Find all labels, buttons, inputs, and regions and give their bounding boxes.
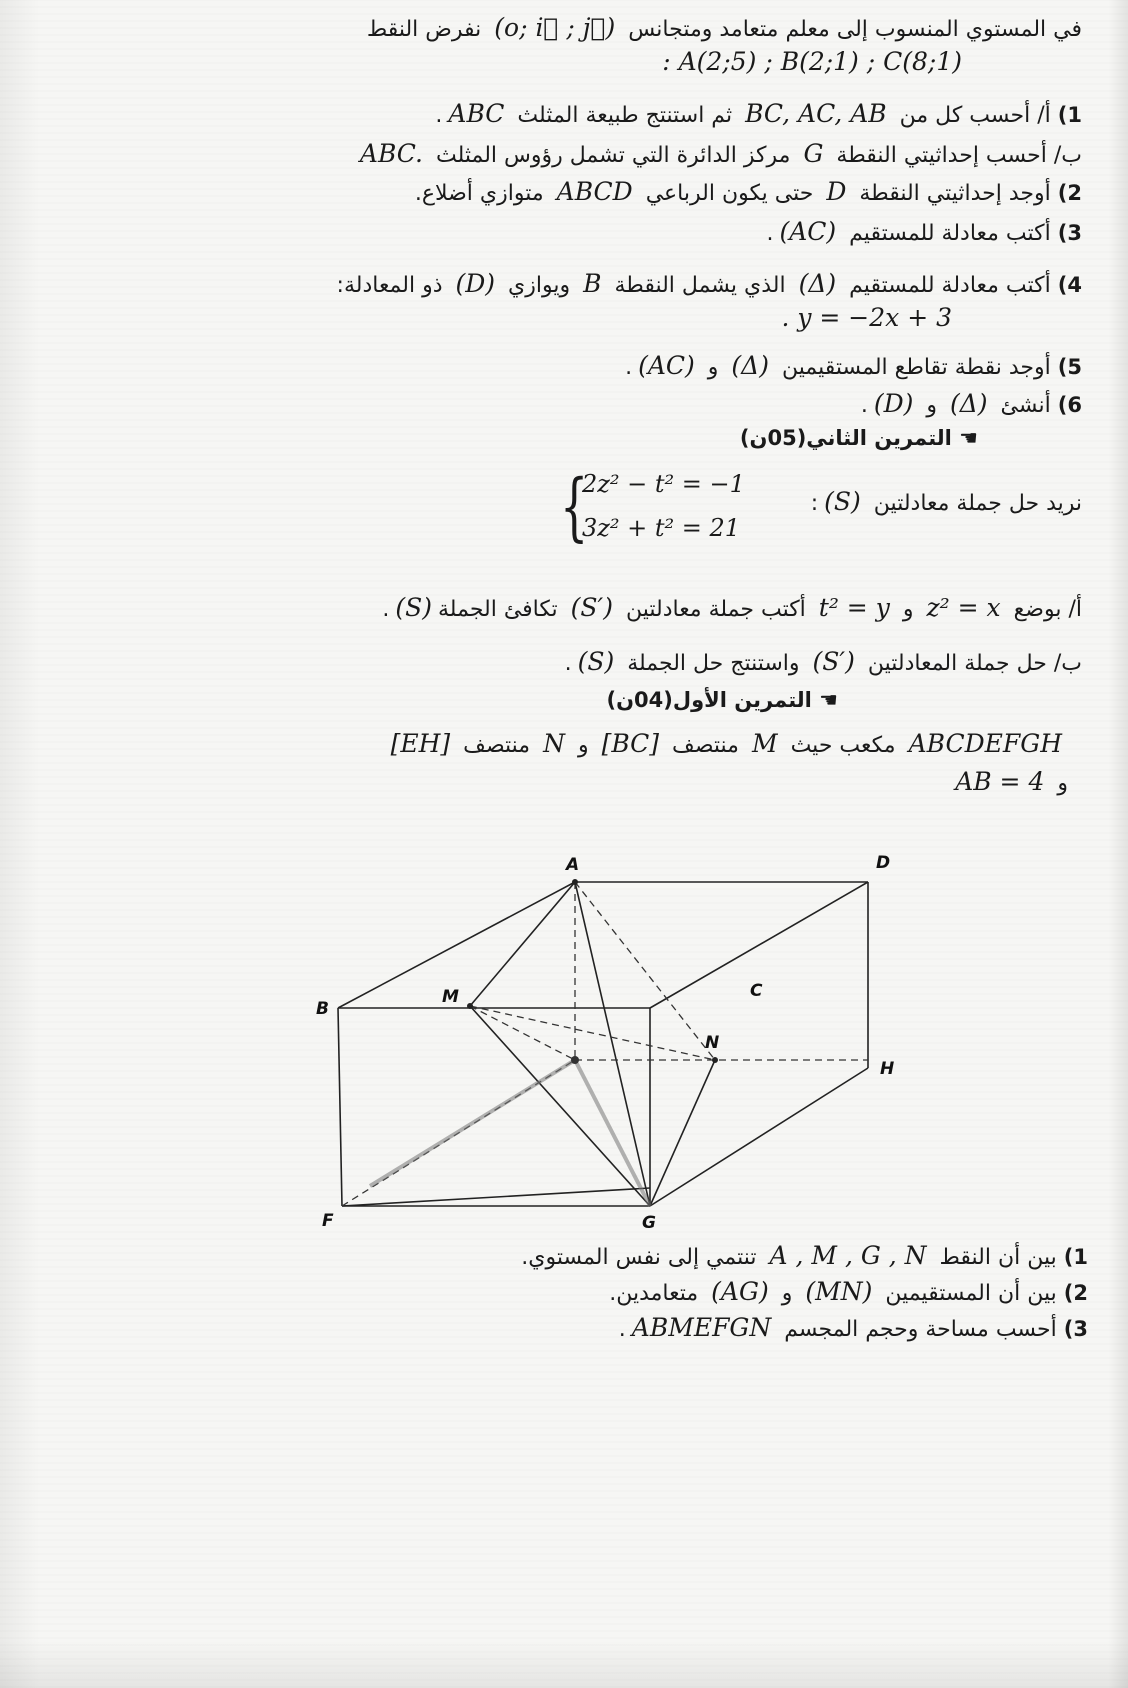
- point-a-marker: [572, 879, 578, 885]
- label-a: A: [566, 855, 580, 875]
- question-6: 6) أنشئ (Δ) و (D).: [860, 389, 1082, 418]
- question-5: 5) أوجد نقطة تقاطع المستقيمين (Δ) و (AC).: [625, 351, 1082, 380]
- equation-1: 2z² − t² = −1: [582, 470, 745, 498]
- label-c: C: [750, 981, 763, 1001]
- equation-system: [560, 464, 750, 554]
- cube-diagram: [316, 848, 920, 1233]
- page-bottom-shadow: [0, 1640, 1128, 1688]
- ex1-question-3: 3) أحسب مساحة وحجم المجسم ABMEFGN.: [618, 1313, 1088, 1342]
- edge-gh: [650, 1068, 868, 1206]
- edge-bf: [338, 1008, 342, 1206]
- edge-fg-inner: [342, 1188, 650, 1206]
- question-4-equation: . y = −2x + 3: [781, 303, 952, 332]
- points-line: : A(2;5) ; B(2;1) ; C(8;1): [662, 47, 962, 76]
- ex1-question-2: 2) بين أن المستقيمين (MN) و (AG) متعامدين.: [609, 1277, 1088, 1306]
- point-n-marker: [712, 1057, 718, 1063]
- label-m: M: [442, 987, 459, 1007]
- pointer-icon: ☚: [959, 426, 978, 450]
- label-d: D: [876, 853, 891, 873]
- point-m-marker: [467, 1003, 473, 1009]
- ex2-part-a: أ/ بوضع z² = x و t² = y أكتب جملة معادلتين (S′) تكافئ الجملة(S).: [382, 593, 1082, 622]
- ex2-intro: نريد حل جملة معادلتين (S):: [810, 487, 1082, 516]
- intro-line-1: في المستوي المنسوب إلى معلم متعامد ومتجانس (o; i⃗ ; j⃗) نفرض النقط: [366, 13, 1082, 42]
- ex1-length: و AB = 4: [955, 767, 1068, 796]
- question-4: 4) أكتب معادلة للمستقيم (Δ) الذي يشمل النقطة B ويوازي (D) ذو المعادلة:: [336, 269, 1082, 298]
- page-edge-shadow: [1108, 0, 1128, 1688]
- edge-gn: [650, 1060, 715, 1206]
- ex2-part-b: ب/ حل جملة المعادلتين (S′) واستنتج حل الجملة (S).: [564, 647, 1082, 676]
- ex1-question-1: 1) بين أن النقط A , M , G , N تنتمي إلى نفس المستوي.: [521, 1241, 1088, 1270]
- edge-am: [470, 882, 575, 1006]
- question-2: 2) أوجد إحداثيتي النقطة D حتى يكون الرباعي ABCD متوازي أضلاع.: [414, 177, 1082, 206]
- label-h: H: [880, 1059, 895, 1079]
- label-f: F: [322, 1211, 334, 1231]
- edge-mc-hidden: [470, 1006, 575, 1060]
- equation-2: 3z² + t² = 21: [582, 514, 741, 542]
- system-brace: {: [560, 464, 589, 550]
- question-1a: 1) أ/ أحسب كل من BC, AC, AB ثم استنتج طبيعة المثلث ABC.: [435, 99, 1082, 128]
- question-3: 3) أكتب معادلة للمستقيم (AC).: [766, 217, 1082, 246]
- cube-figure: [316, 848, 920, 1233]
- question-1b: ب/ أحسب إحداثيتي النقطة G مركز الدائرة التي تشمل رؤوس المثلث ABC.: [359, 139, 1082, 168]
- exercise-2-heading: ☚ التمرين الثاني(05ن): [739, 426, 978, 450]
- label-n: N: [705, 1033, 720, 1053]
- label-b: B: [316, 999, 329, 1019]
- shaded-segment-2: [575, 1060, 650, 1206]
- label-g: G: [642, 1213, 656, 1233]
- point-c-marker: [571, 1056, 579, 1064]
- exercise-1-heading: ☚ التمرين الأول(04ن): [606, 688, 838, 712]
- shaded-segment: [370, 1060, 575, 1186]
- edge-mn-hidden: [470, 1006, 715, 1060]
- ex1-intro: ABCDEFGH مكعب حيث M منتصف [BC] و N منتصف [EH]: [390, 729, 1062, 758]
- pointer-icon: ☚: [819, 688, 838, 712]
